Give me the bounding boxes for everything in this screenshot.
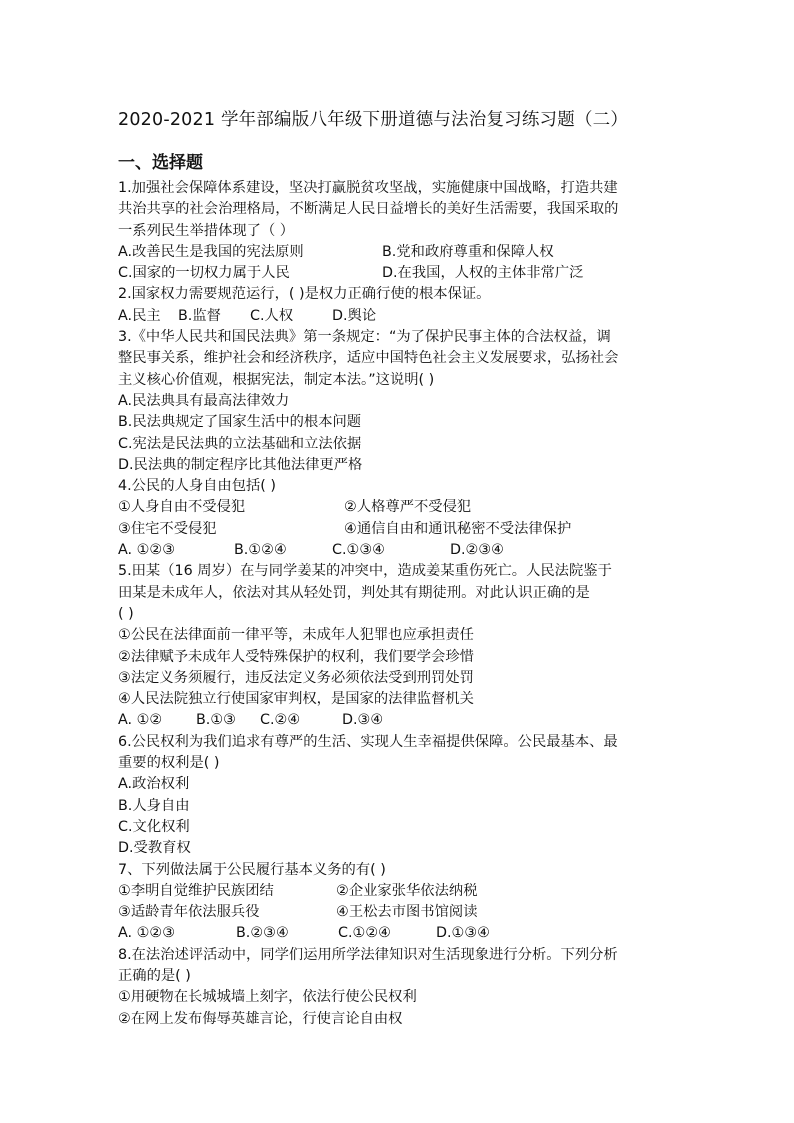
option-row bbox=[118, 540, 678, 561]
section-heading: 一、选择题 bbox=[118, 153, 203, 173]
option-row bbox=[118, 242, 678, 263]
text-line: A.民法典具有最高法律效力 bbox=[118, 392, 290, 409]
text-line: D.受教育权 bbox=[118, 840, 191, 857]
text-line: 主义核心价值观，根据宪法，制定本法。”这说明( ) bbox=[118, 371, 435, 388]
option-row bbox=[118, 710, 678, 731]
answer-option: A. ①② bbox=[118, 712, 163, 729]
answer-option: D.②③④ bbox=[450, 542, 505, 559]
text-line: ①公民在法律面前一律平等，未成年人犯罪也应承担责任 bbox=[118, 627, 474, 644]
answer-option: B.①②④ bbox=[234, 542, 287, 559]
answer-option: D.舆论 bbox=[332, 307, 377, 324]
answer-option: A.改善民生是我国的宪法原则 bbox=[118, 243, 304, 260]
answer-option: B.监督 bbox=[178, 307, 221, 324]
text-line: 7、下列做法属于公民履行基本义务的有( ) bbox=[118, 861, 386, 878]
answer-option: D.③④ bbox=[342, 712, 384, 729]
question-body bbox=[118, 178, 678, 1030]
document-title: 2020-2021 学年部编版八年级下册道德与法治复习练习题（二） bbox=[118, 110, 629, 130]
text-line: C.宪法是民法典的立法基础和立法依据 bbox=[118, 435, 362, 452]
text-line: 4.公民的人身自由包括( ) bbox=[118, 478, 277, 495]
text-line: 一系列民生举措体现了（ ） bbox=[118, 222, 295, 239]
answer-option: ①李明自觉维护民族团结 bbox=[118, 882, 274, 899]
text-line: 田某是未成年人，依法对其从轻处罚，判处其有期徒刑。对此认识正确的是 bbox=[118, 584, 590, 601]
answer-option: C.人权 bbox=[250, 307, 294, 324]
text-line: 重要的权利是( ) bbox=[118, 755, 220, 772]
answer-option: C.①②④ bbox=[338, 925, 391, 942]
text-line: C.文化权利 bbox=[118, 818, 190, 835]
text-line: 2.国家权力需要规范运行，( )是权力正确行使的根本保证。 bbox=[118, 286, 491, 303]
answer-option: ③住宅不受侵犯 bbox=[118, 520, 217, 537]
text-line: 1.加强社会保障体系建设，坚决打赢脱贫攻坚战，实施健康中国战略，打造共建 bbox=[118, 180, 618, 196]
option-row bbox=[118, 902, 678, 923]
text-line: ③法定义务须履行，违反法定义务必须依法受到刑罚处罚 bbox=[118, 669, 474, 686]
answer-option: A. ①②③ bbox=[118, 542, 176, 559]
option-row bbox=[118, 497, 678, 518]
text-line: ④人民法院独立行使国家审判权，是国家的法律监督机关 bbox=[118, 691, 474, 708]
option-row bbox=[118, 263, 678, 284]
text-line: B.人身自由 bbox=[118, 797, 190, 814]
answer-option: B.①③ bbox=[196, 712, 236, 729]
text-line: 整民事关系，维护社会和经济秩序，适应中国特色社会主义发展要求，弘扬社会 bbox=[118, 350, 619, 367]
option-row bbox=[118, 881, 678, 902]
answer-option: ②人格尊严不受侵犯 bbox=[344, 499, 472, 516]
answer-option: ④通信自由和通讯秘密不受法律保护 bbox=[344, 520, 572, 537]
text-line: 8.在法治述评活动中，同学们运用所学法律知识对生活现象进行分析。下列分析 bbox=[118, 946, 618, 963]
answer-option: D.在我国，人权的主体非常广泛 bbox=[382, 265, 584, 282]
text-line: ①用硬物在长城城墙上刻字，依法行使公民权利 bbox=[118, 989, 417, 1006]
answer-option: C.②④ bbox=[260, 712, 301, 729]
text-line: 正确的是( ) bbox=[118, 967, 191, 984]
answer-option: ②企业家张华依法纳税 bbox=[336, 882, 478, 899]
answer-option: B.党和政府尊重和保障人权 bbox=[382, 243, 554, 260]
answer-option: ④王松去市图书馆阅读 bbox=[336, 904, 478, 921]
text-line: D.民法典的制定程序比其他法律更严格 bbox=[118, 456, 363, 473]
answer-option: C.①③④ bbox=[332, 542, 385, 559]
answer-option: A.民主 bbox=[118, 307, 161, 324]
text-line: ②在网上发布侮辱英雄言论，行使言论自由权 bbox=[118, 1010, 403, 1027]
text-line: B.民法典规定了国家生活中的根本问题 bbox=[118, 414, 362, 431]
text-line: ②法律赋予未成年人受特殊保护的权利，我们要学会珍惜 bbox=[118, 648, 474, 665]
answer-option: ①人身自由不受侵犯 bbox=[118, 499, 246, 516]
option-row bbox=[118, 923, 678, 944]
text-line: 3.《中华人民共和国民法典》第一条规定：“为了保护民事主体的合法权益，调 bbox=[118, 329, 611, 346]
answer-option: D.①③④ bbox=[436, 925, 491, 942]
text-line: 共治共享的社会治理格局，不断满足人民日益增长的美好生活需要，我国采取的 bbox=[118, 201, 619, 218]
answer-option: ③适龄青年依法服兵役 bbox=[118, 904, 260, 921]
text-line: 6.公民权利为我们追求有尊严的生活、实现人生幸福提供保障。公民最基本、最 bbox=[118, 733, 618, 750]
option-row bbox=[118, 306, 678, 327]
answer-option: C.国家的一切权力属于人民 bbox=[118, 265, 290, 282]
text-line: 5.田某（16 周岁）在与同学姜某的冲突中，造成姜某重伤死亡。人民法院鉴于 bbox=[118, 563, 612, 580]
answer-option: B.②③④ bbox=[236, 925, 289, 942]
option-row bbox=[118, 519, 678, 540]
answer-option: A. ①②③ bbox=[118, 925, 176, 942]
text-line: A.政治权利 bbox=[118, 776, 190, 793]
text-line: ( ) bbox=[118, 605, 134, 622]
